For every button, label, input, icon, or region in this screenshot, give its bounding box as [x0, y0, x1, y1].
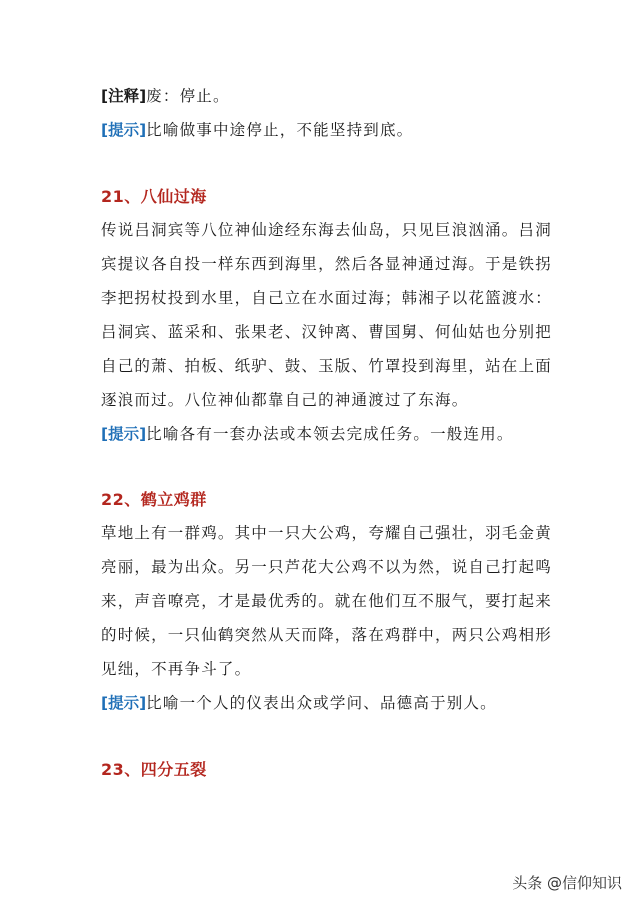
hint-line [101, 118, 413, 140]
paragraph-line: 逐浪而过。八位神仙都靠自己的神通渡过了东海。 [101, 391, 469, 409]
paragraph-line: 李把拐杖投到水里，自己立在水面过海；韩湘子以花篮渡水： [101, 289, 552, 307]
paragraph-line: 草地上有一群鸡。其中一只大公鸡，夸耀自己强壮，羽毛金黄 [101, 524, 552, 542]
section-title: 22、鹤立鸡群 [101, 490, 207, 509]
hint-text: 比喻一个人的仪表出众或学问、品德高于别人。 [146, 694, 497, 712]
paragraph-line: 自己的萧、拍板、纸驴、鼓、玉版、竹罩投到海里，站在上面 [101, 357, 552, 375]
section-title: 23、四分五裂 [101, 760, 207, 779]
paragraph-line: 亮丽，最为出众。另一只芦花大公鸡不以为然，说自己打起鸣 [101, 558, 552, 576]
hint-text: 比喻各有一套办法或本领去完成任务。一般连用。 [146, 425, 514, 443]
paragraph-line: 宾提议各自投一样东西到海里，然后各显神通过海。于是铁拐 [101, 255, 552, 273]
paragraph-line: 传说吕洞宾等八位神仙途经东海去仙岛，只见巨浪汹涌。吕洞 [101, 221, 552, 239]
paragraph-line: 见绌，不再争斗了。 [101, 660, 252, 678]
hint-tag: [提示] [101, 121, 147, 139]
paragraph-line: 的时候，一只仙鹤突然从天而降，落在鸡群中，两只公鸡相形 [101, 626, 552, 644]
paragraph-line: 来，声音嘹亮，才是最优秀的。就在他们互不服气，要打起来 [101, 592, 552, 610]
watermark: 头条 @信仰知识 [512, 874, 622, 892]
hint-line [101, 422, 514, 444]
note-tag: [注释] [101, 87, 147, 105]
hint-tag: [提示] [101, 694, 147, 712]
note-text: 废：停止。 [146, 87, 230, 105]
hint-line [101, 691, 497, 713]
note-line [101, 84, 230, 106]
section-title: 21、八仙过海 [101, 187, 207, 206]
paragraph-line: 吕洞宾、蓝采和、张果老、汉钟离、曹国舅、何仙姑也分别把 [101, 323, 552, 341]
hint-text: 比喻做事中途停止，不能坚持到底。 [146, 121, 414, 139]
hint-tag: [提示] [101, 425, 147, 443]
